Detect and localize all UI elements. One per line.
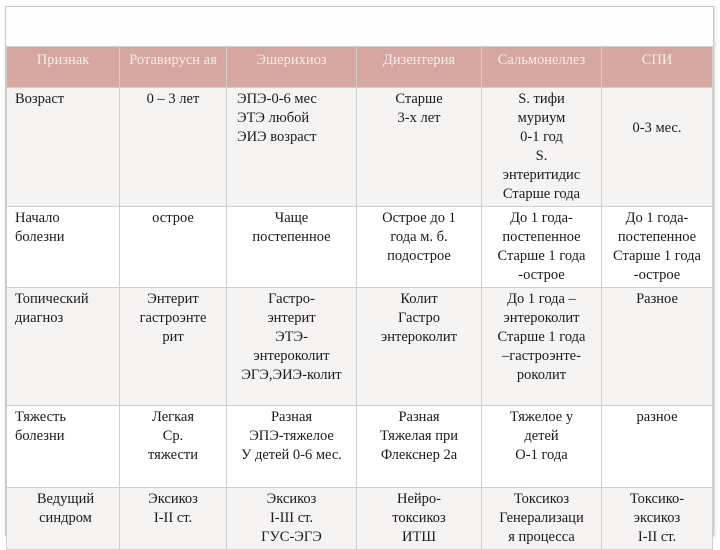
cell-line: рит — [162, 329, 184, 345]
table-cell — [227, 406, 357, 488]
cell-line: 0-3 мес. — [632, 119, 682, 136]
cell-line: Эксикоз — [148, 491, 198, 507]
cell-line: гастроэнте — [139, 310, 207, 326]
cell-line: ИТШ — [402, 529, 436, 545]
cell-line: Разная — [270, 409, 313, 425]
cell-line: Старше 1 года — [497, 248, 586, 264]
row-label-line: Топический — [15, 291, 89, 307]
cell-line: S. тифи — [518, 91, 565, 107]
row-label-line: Возраст — [15, 91, 65, 107]
cell-line: энтероколит — [253, 348, 330, 364]
row-label-line: болезни — [15, 428, 65, 444]
table-cell — [120, 288, 227, 406]
table-row — [7, 88, 713, 207]
cell-line: ЭПЭ-0-6 мес — [237, 91, 317, 107]
table-cell — [120, 88, 227, 207]
cell-line: токсикоз — [392, 510, 446, 526]
cell-line: –гастроэнте- — [502, 348, 581, 364]
table-cell — [482, 207, 602, 288]
cell-line: Токсико- — [629, 491, 685, 507]
cell-line: Старше — [395, 91, 443, 107]
row-label-line: Начало — [15, 210, 60, 226]
cell-line: Разная — [398, 409, 440, 425]
table-cell — [482, 488, 602, 550]
cell-line: I-III ст. — [269, 510, 314, 526]
table-cell — [120, 406, 227, 488]
cell-line: S. — [535, 148, 548, 164]
header-cell: Сальмонеллез — [482, 47, 602, 88]
cell-line: О-1 года — [515, 447, 568, 463]
table-header-row — [7, 47, 713, 88]
row-label-line: Ведущий — [36, 491, 95, 507]
table-cell — [357, 88, 482, 207]
cell-line: Разное — [636, 291, 678, 307]
cell-line: разное — [636, 409, 678, 425]
cell-line: детей — [524, 428, 559, 444]
header-cell: Ротавирусн ая — [120, 47, 227, 88]
table-cell — [602, 207, 713, 288]
cell-line: Тяжелое у — [509, 409, 574, 425]
cell-line: Токсикоз — [513, 491, 570, 507]
cell-line: эксикоз — [633, 510, 681, 526]
cell-line: До 1 года- — [510, 210, 573, 226]
header-cell: Дизентерия — [357, 47, 482, 88]
cell-line: постепенное — [502, 229, 581, 245]
cell-line: Колит — [400, 291, 438, 307]
cell-line: До 1 года- — [625, 210, 689, 226]
cell-line: Гастро- — [268, 291, 315, 307]
cell-line: Легкая — [151, 409, 195, 425]
table-cell — [602, 288, 713, 406]
cell-line: ГУС-ЭГЭ — [261, 529, 322, 545]
table-cell — [602, 406, 713, 488]
table-cell — [482, 406, 602, 488]
table-cell — [602, 488, 713, 550]
cell-line: Старше 1 года — [612, 248, 701, 264]
cell-line: ЭТЭ- — [275, 329, 308, 345]
row-label-line: болезни — [15, 229, 65, 245]
table-row — [7, 207, 713, 288]
cell-line: Генерализаци — [499, 510, 584, 526]
row-label-line: синдром — [39, 510, 92, 526]
cell-line: тяжести — [148, 447, 198, 463]
cell-line: постепенное — [617, 229, 697, 245]
cell-line: Старше года — [502, 186, 581, 202]
cell-line: энтероколит — [381, 329, 457, 345]
table-row — [7, 406, 713, 488]
cell-line: ЭТЭ любой — [237, 110, 310, 126]
table-cell — [227, 88, 357, 207]
table-cell — [120, 488, 227, 550]
cell-line: Ср. — [162, 428, 184, 444]
cell-line: I-II ст. — [637, 529, 677, 545]
cell-line: 3-х лет — [397, 110, 441, 126]
cell-line: энтероколит — [503, 310, 580, 326]
table-cell — [357, 288, 482, 406]
header-cell: Эшерихиоз — [227, 47, 357, 88]
cell-line: Чаще — [274, 210, 309, 226]
cell-line: ЭГЭ,ЭИЭ-колит — [241, 367, 342, 383]
cell-line: I-II ст. — [153, 510, 193, 526]
cell-line: энтеритидис — [502, 167, 581, 183]
table-cell — [602, 88, 713, 207]
cell-line: -острое — [633, 267, 681, 283]
table-cell — [227, 207, 357, 288]
cell-line: 0 – 3 лет — [146, 91, 200, 107]
row-label — [7, 406, 120, 488]
cell-line: роколит — [516, 367, 567, 383]
cell-line: ЭПЭ-тяжелое — [249, 428, 334, 444]
cell-line: острое — [152, 210, 194, 226]
cell-line: ЭИЭ возраст — [237, 129, 317, 145]
table-cell — [482, 288, 602, 406]
cell-line: Энтерит — [147, 291, 199, 307]
cell-line: Тяжелая при — [380, 428, 458, 444]
table-cell — [357, 488, 482, 550]
cell-line: постепенное — [252, 229, 331, 245]
table-row — [7, 288, 713, 406]
cell-line: Флекснер 2а — [380, 447, 458, 463]
cell-line: -острое — [518, 267, 565, 283]
cell-line: Эксикоз — [266, 491, 317, 507]
row-label — [7, 207, 120, 288]
row-label — [7, 88, 120, 207]
cell-line: я процесса — [508, 529, 575, 545]
row-label — [7, 288, 120, 406]
table-cell — [357, 406, 482, 488]
cell-line: До 1 года – — [507, 291, 576, 307]
table-cell — [120, 207, 227, 288]
table-cell — [227, 288, 357, 406]
cell-line: муриум — [517, 110, 566, 126]
row-label-line: Тяжесть — [15, 409, 66, 425]
table-row — [7, 488, 713, 550]
row-label — [7, 488, 120, 550]
cell-line: энтерит — [267, 310, 316, 326]
table-cell — [482, 88, 602, 207]
header-cell: Признак — [7, 47, 120, 88]
cell-line: У детей 0-6 мес. — [241, 447, 342, 463]
header-cell: СПИ — [602, 47, 713, 88]
cell-line: года м. б. — [390, 229, 448, 245]
cell-line: Старше 1 года — [497, 329, 586, 345]
cell-line: Нейро- — [397, 491, 441, 507]
table-cell — [357, 207, 482, 288]
cell-line: подострое — [387, 248, 451, 264]
row-label-line: диагноз — [15, 310, 64, 326]
comparison-table — [6, 46, 713, 550]
cell-line: Острое до 1 — [382, 210, 456, 226]
table-cell — [227, 488, 357, 550]
cell-line: Гастро — [398, 310, 440, 326]
cell-line: 0-1 год — [520, 129, 563, 145]
